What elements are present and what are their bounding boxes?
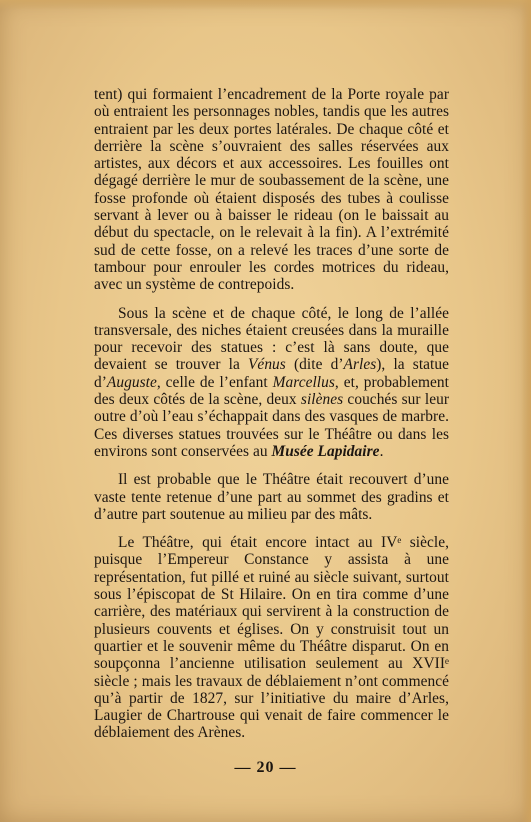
paragraph-text: ), la statue d’ [94,356,449,391]
paragraph-statues [94,305,449,461]
italic-silenes: silènes [300,391,344,409]
italic-auguste: Auguste [106,373,157,391]
paragraph-text: , et, probablement des deux côtés de la scène, deux [94,373,449,409]
paragraph-text: Sous la scène et de chaque côté, le long de l’allée transversale, des niches étaient creusées dans la muraille pour recevoir des statues : c’est là sans doute, que devaient se trouver la [94,304,449,374]
paragraph-text: , celle de l’enfant [156,373,273,391]
paragraph-text: Il est probable que le Théâtre était recouvert d’une vaste tente retenue d’une part au sommet des gradins et d’autre part soutenue au milieu par des mâts. [94,471,449,523]
paragraph-tent [94,471,449,523]
italic-venus: Vénus [247,356,286,374]
page-number: — 20 — [234,759,297,776]
italic-marcellus: Marcellus [272,373,335,391]
paragraph-text: tent) qui formaient l’encadrement de la Porte royale par où entraient les personnages nobles, tandis que les autres entraient par les deux portes latérales. De chaque côté et derrière la scène s’ouvraient des salles réservées aux artistes, aux décors et aux accessoires. Les fouilles ont dégagé derrière le mur de soubassement de la scène, une fosse profonde où étaient disposés des tubes à coulisse servant à lever ou à baisser le rideau (on le baissait au début du spectacle, on le relevait à la fin). A l’extrémité sud de cette fosse, on a relevé les traces d’une sorte de tambour pour enrouler les cordes motrices du rideau, avec un système de contrepoids. [94,86,449,294]
paragraph-text: couchés sur leur outre d’où l’eau s’échappait dans des vasques de marbre. Ces diverses statues trouvées sur le Théâtre ou dans les environs sont conservées au [94,391,450,460]
page-right-edge-shading [521,0,531,822]
body-text [94,86,449,742]
paragraph-text: Le Théâtre, qui était encore intact au IVᵉ siècle, puisque l’Empereur Constance y assista à une représentation, fut pillé et ruiné au siècle suivant, surtout sous l’épiscopat de St Hilaire. On en tira comme d’une carrière, des matériaux qui servirent à la construction de plusieurs couvents et églises. On y construisit tout un quartier et le souvenir même du Théâtre disparut. On en soupçonna l’ancienne utilisation seulement au XVIIᵉ siècle ; mais les travaux de déblaiement n’ont commencé qu’à partir de 1827, sur l’initiative du maire d’Arles, Laugier de Chartrouse qui venait de faire commencer le déblaiement des Arènes. [94,534,449,742]
page-top-edge-shading [0,0,531,10]
paragraph-text: (dite d’ [285,356,344,374]
paragraph-history [94,534,449,742]
paragraph-theatre-stage [94,86,449,294]
italic-musee-lapidaire: Musée Lapidaire [271,442,380,460]
paragraph-text: . [379,442,384,460]
italic-arles: Arles [343,356,377,374]
